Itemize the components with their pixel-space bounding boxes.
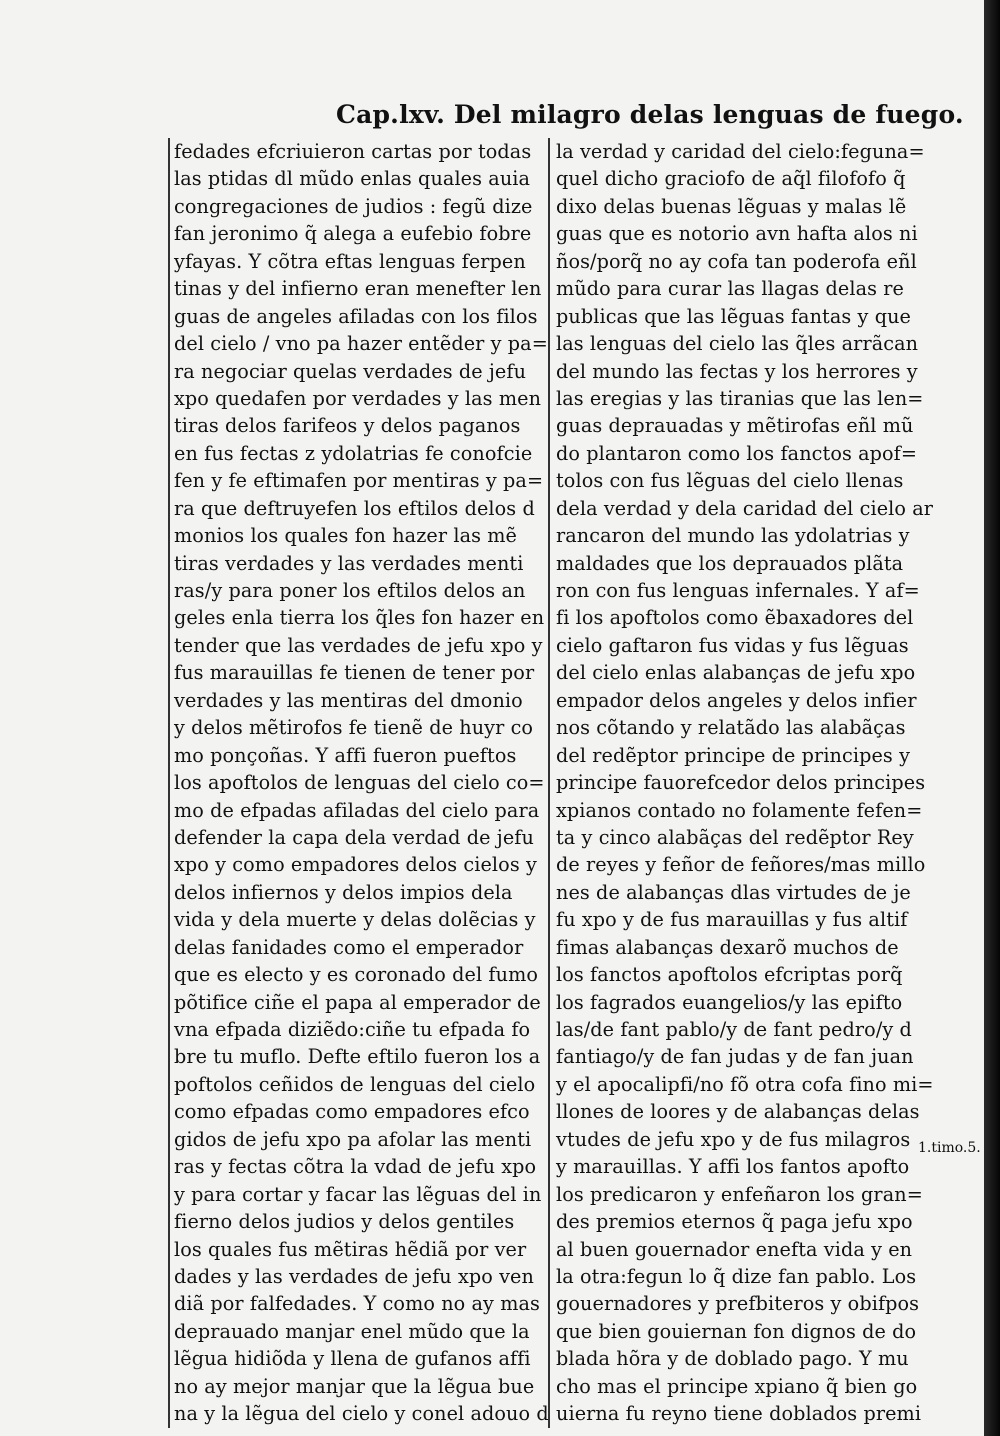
right-column — [548, 138, 934, 1428]
left-column — [168, 138, 549, 1428]
text-line: llones de loores y de alabanças delas — [556, 1100, 920, 1124]
text-line: tinas y del infierno eran menefter len — [174, 277, 542, 301]
text-line: ños/porq̃ no ay cofa tan poderofa eñl — [556, 249, 917, 273]
text-line: y el apocalipfi/no fõ otra cofa fino mi= — [556, 1072, 934, 1096]
text-line: guas deprauadas y mẽtirofas eñl mũ — [556, 414, 914, 438]
text-line: las lenguas del cielo las q̃les arrãcan — [556, 332, 919, 356]
text-line: ra negociar quelas verdades de jefu — [174, 359, 527, 383]
text-line: blada hõra y de doblado pago. Y mu — [556, 1347, 909, 1371]
text-line: principe fauorefcedor delos principes — [556, 771, 926, 795]
page-header: Cap.lxv. Del milagro delas lenguas de fuego. — [336, 100, 964, 129]
text-line: deprauado manjar enel mũdo que la — [174, 1319, 530, 1343]
text-line: las ptidas dl mũdo enlas quales auia — [174, 167, 531, 191]
text-line: guas que es notorio avn hafta alos ni — [556, 222, 918, 246]
margin-note: 1.timo.5. — [918, 1140, 981, 1156]
text-line: yfayas. Y cõtra eftas lenguas ferpen — [174, 249, 526, 273]
text-line: empador delos angeles y delos infier — [556, 688, 917, 712]
text-line: delos infiernos y delos impios dela — [174, 880, 513, 904]
text-line: nes de alabanças dlas virtudes de je — [556, 880, 911, 904]
text-line: del cielo enlas alabanças de jefu xpo — [556, 661, 916, 685]
text-line: verdades y las mentiras del dmonio — [174, 688, 523, 712]
text-line: xpianos contado no folamente fefen= — [556, 798, 923, 822]
text-line: fu xpo y de fus marauillas y fus altif — [556, 908, 908, 932]
text-line: poftolos ceñidos de lenguas del cielo — [174, 1072, 536, 1096]
text-line: y para cortar y facar las lẽguas del in — [174, 1182, 542, 1206]
text-line: na y la lẽgua del cielo y conel adouo d — [174, 1402, 549, 1426]
text-line: delas fanidades como el emperador — [174, 935, 524, 959]
text-line: la verdad y caridad del cielo:feguna= — [556, 140, 925, 163]
text-line: mo ponçoñas. Y affi fueron pueftos — [174, 743, 517, 767]
text-line: rancaron del mundo las ydolatrias y — [556, 524, 910, 548]
text-line: ra que deftruyefen los eftilos delos d — [174, 496, 535, 520]
text-line: en fus fectas z ydolatrias fe conofcie — [174, 441, 533, 465]
text-line: no ay mejor manjar que la lẽgua bue — [174, 1374, 535, 1398]
text-line: congregaciones de judios : fegũ dize — [174, 194, 533, 218]
text-line: que bien gouiernan fon dignos de do — [556, 1319, 917, 1343]
text-line: uierna fu reyno tiene doblados premi — [556, 1402, 922, 1426]
text-line: ron con fus lenguas infernales. Y af= — [556, 579, 920, 602]
text-line: tolos con fus lẽguas del cielo llenas — [556, 469, 904, 493]
text-line: vtudes de jefu xpo y de fus milagros — [556, 1127, 911, 1151]
scan-edge — [984, 0, 1000, 1436]
text-line: diã por falfedades. Y como no ay mas — [174, 1292, 540, 1316]
text-line: do plantaron como los fanctos apof= — [556, 441, 918, 465]
text-line: fierno delos judios y delos gentiles — [174, 1210, 515, 1234]
text-line: cho mas el principe xpiano q̃ bien go — [556, 1374, 918, 1398]
text-line: de reyes y feñor de feñores/mas millo — [556, 853, 926, 877]
text-line: publicas que las lẽguas fantas y que — [556, 304, 911, 328]
text-line: las eregias y las tiranias que las len= — [556, 386, 924, 410]
text-line: xpo y como empadores delos cielos y — [174, 853, 537, 877]
text-line: fi los apoftolos como ẽbaxadores del — [556, 606, 914, 630]
text-line: ras y fectas cõtra la vdad de jefu xpo — [174, 1155, 537, 1179]
text-line: mo de efpadas afiladas del cielo para — [174, 798, 540, 822]
text-line: quel dicho graciofo de aq̃l filofofo q̃ — [556, 167, 906, 191]
text-line: gidos de jefu xpo pa afolar las menti — [174, 1127, 532, 1151]
text-line: los fagrados euangelios/y las epifto — [556, 990, 903, 1014]
text-line: que es electo y es coronado del fumo — [174, 963, 539, 987]
text-line: ras/y para poner los eftilos delos an — [174, 579, 526, 602]
text-line: nos cõtando y relatãdo las alabãças — [556, 716, 906, 740]
text-line: fan jeronimo q̃ alega a eufebio fobre — [174, 222, 532, 246]
text-line: maldades que los deprauados plãta — [556, 551, 904, 575]
text-line: ta y cinco alabãças del redẽptor Rey — [556, 825, 914, 849]
text-line: vna efpada diziẽdo:ciñe tu efpada fo — [174, 1018, 531, 1041]
text-line: los fanctos apoftolos efcriptas porq̃ — [556, 963, 903, 987]
text-line: fus marauillas fe tienen de tener por — [174, 661, 535, 685]
text-line: põtifice ciñe el papa al emperador de — [174, 990, 541, 1014]
text-line: tiras delos farifeos y delos paganos — [174, 414, 521, 438]
text-line: los quales fus mẽtiras hẽdiã por ver — [174, 1237, 527, 1261]
text-line: los apoftolos de lenguas del cielo co= — [174, 771, 545, 795]
text-line: guas de angeles afiladas con los filos — [174, 304, 538, 328]
text-line: las/de fant pablo/y de fant pedro/y d — [556, 1018, 912, 1041]
text-line: dades y las verdades de jefu xpo ven — [174, 1264, 534, 1288]
text-line: monios los quales fon hazer las mẽ — [174, 524, 518, 548]
text-line: des premios eternos q̃ paga jefu xpo — [556, 1210, 913, 1234]
text-line: cielo gaftaron fus vidas y fus lẽguas — [556, 633, 909, 657]
text-line: dela verdad y dela caridad del cielo ar — [556, 496, 934, 520]
text-line: y delos mẽtirofos fe tienẽ de huyr co — [174, 716, 534, 740]
text-line: como efpadas como empadores efco — [174, 1100, 530, 1124]
text-line: la otra:fegun lo q̃ dize fan pablo. Los — [556, 1264, 917, 1288]
text-line: al buen gouernador enefta vida y en — [556, 1237, 913, 1261]
text-line: geles enla tierra los q̃les fon hazer en — [174, 606, 545, 630]
text-line: tiras verdades y las verdades menti — [174, 551, 524, 575]
text-line: tender que las verdades de jefu xpo y — [174, 633, 543, 657]
text-line: fantiago/y de fan judas y de fan juan — [556, 1045, 914, 1069]
text-line: del cielo / vno pa hazer entẽder y pa= — [174, 332, 548, 356]
text-line: defender la capa dela verdad de jefu — [174, 825, 534, 849]
text-line: y marauillas. Y affi los fantos apofto — [556, 1155, 910, 1179]
text-line: vida y dela muerte y delas dolẽcias y — [174, 908, 536, 932]
text-line: mũdo para curar las llagas delas re — [556, 277, 904, 301]
text-line: bre tu muflo. Defte eftilo fueron los a — [174, 1045, 541, 1069]
text-line: dixo delas buenas lẽguas y malas lẽ — [556, 194, 907, 218]
text-line: xpo quedafen por verdades y las men — [174, 386, 542, 410]
text-line: del redẽptor principe de principes y — [556, 743, 911, 767]
text-line: fimas alabanças dexarõ muchos de — [556, 935, 899, 959]
text-line: fedades efcriuieron cartas por todas — [174, 140, 532, 163]
text-line: lẽgua hidiõda y llena de gufanos affi — [174, 1347, 531, 1371]
text-line: gouernadores y prefbiteros y obifpos — [556, 1292, 920, 1316]
text-line: del mundo las fectas y los herrores y — [556, 359, 918, 383]
text-line: los predicaron y enfeñaron los gran= — [556, 1182, 923, 1206]
text-line: fen y fe eftimafen por mentiras y pa= — [174, 469, 544, 493]
